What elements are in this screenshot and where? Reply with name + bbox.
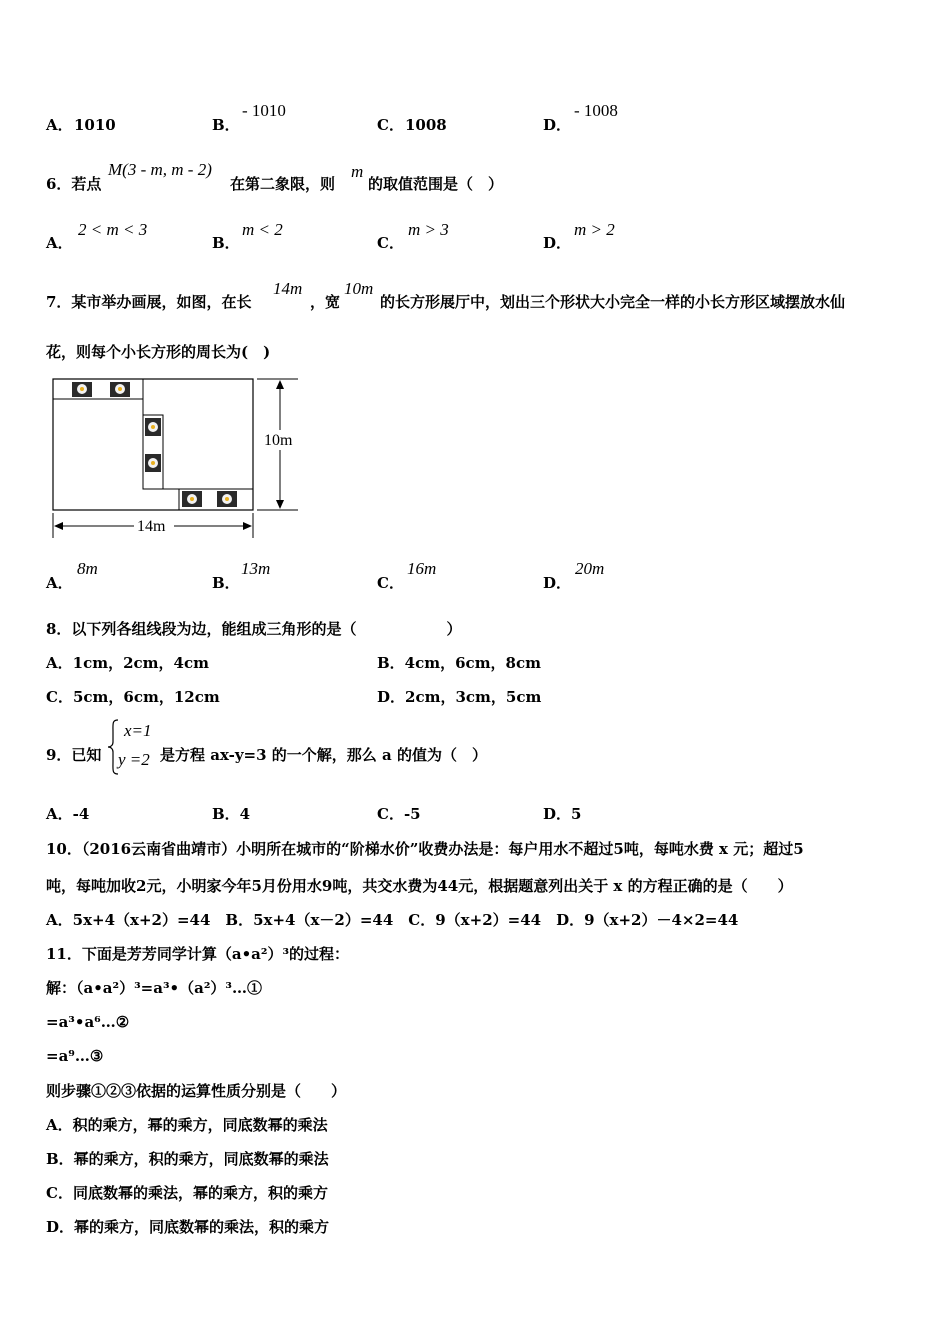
q11-option-a: A．积的乘方，幂的乘方，同底数幂的乘法 [46,1116,328,1134]
q6-variable: m [351,162,364,181]
q6-option-b-label: B． [212,234,240,252]
q11-option-c: C．同底数幂的乘法，幂的乘方，积的乘方 [46,1184,328,1202]
q8-option-d: D．2cm，3cm，5cm [377,688,542,706]
q5-option-c-label: C． [377,116,404,134]
flower-icon [182,491,202,507]
q7-option-b-value: 13m [241,559,271,578]
q5-option-a-value: 1010 [74,116,116,134]
q7-stem-suffix: 的长方形展厅中，划出三个形状大小完全一样的小长方形区域摆放水仙 [380,293,846,311]
q7-stem-mid: ，宽 [310,293,341,311]
q9-equation-2: y =2 [118,750,150,769]
q6-option-c-value: m > 3 [408,220,449,239]
q11-step-2: =a³•a⁶…② [46,1013,130,1031]
q9-stem-prefix: 9．已知 [46,746,102,764]
q11-step-3: =a⁹…③ [46,1047,104,1065]
q6-option-b-value: m < 2 [242,220,283,239]
flower-icon [145,418,161,436]
q9-option-c: C．-5 [377,805,421,823]
q7-option-d-value: 20m [575,559,605,578]
q6-stem-prefix: 6．若点 [46,175,102,193]
q11-stem: 11．下面是芳芳同学计算（a•a²）³的过程： [46,945,350,963]
q6-point-expression: M(3 - m, m - 2) [108,160,212,179]
q7-option-a-label: A． [46,574,73,592]
q11-option-b: B．幂的乘方，积的乘方，同底数幂的乘法 [46,1150,329,1168]
q7-option-c-label: C． [377,574,404,592]
q5-option-d-value: - 1008 [574,101,618,120]
flower-icon [110,382,130,397]
flower-icon [145,454,161,472]
q5-option-b-value: - 1010 [242,101,286,120]
q5-option-d-label: D． [543,116,572,134]
q8-option-b: B．4cm，6cm，8cm [377,654,542,672]
q9-option-d: D．5 [543,805,582,823]
q9-equation-1: x=1 [124,721,152,740]
q8-stem: 8．以下列各组线段为边，能组成三角形的是（ ） [46,620,462,638]
q8-option-c: C．5cm，6cm，12cm [46,688,220,706]
q6-stem-mid: 在第二象限，则 [230,175,336,193]
flower-icon [217,491,237,507]
flower-icon [72,382,92,397]
q7-option-d-label: D． [543,574,572,592]
q6-option-c-label: C． [377,234,404,252]
q6-option-d-label: D． [543,234,572,252]
q7-figure-height-label: 10m [264,432,293,449]
q10-options: A．5x+4（x+2）=44 B．5x+4（x－2）=44 C．9（x+2）=44 D．9（x+2）－4×2=44 [46,911,739,929]
q7-figure [44,372,306,538]
q7-option-b-label: B． [212,574,240,592]
q6-stem-suffix: 的取值范围是（ ） [368,175,504,193]
q7-option-a-value: 8m [77,559,98,578]
q10-stem-line2: 吨，每吨加收2元，小明家今年5月份用水9吨，共交水费为44元，根据题意列出关于 x 的方程正确的是（ ） [46,877,793,895]
q9-stem-suffix: 是方程 ax-y=3 的一个解，那么 a 的值为（ ） [160,746,487,764]
q7-figure-width-label: 14m [137,518,166,535]
q9-option-a: A．-4 [46,805,90,823]
q11-ask: 则步骤①②③依据的运算性质分别是（ ） [46,1082,347,1100]
q10-stem-line1: 10．（2016云南省曲靖市）小明所在城市的“阶梯水价”收费办法是：每户用水不超过5吨，每吨水费 x 元；超过5 [46,840,804,858]
q7-option-c-value: 16m [407,559,437,578]
q7-stem-line2: 花，则每个小长方形的周长为( ) [46,343,271,361]
q11-option-d: D．幂的乘方，同底数幂的乘法，积的乘方 [46,1218,330,1236]
q7-length: 14m [273,279,303,298]
q6-option-a-value: 2 < m < 3 [78,220,148,239]
q7-stem-prefix: 7．某市举办画展，如图，在长 [46,293,252,311]
q7-width: 10m [344,279,374,298]
q9-option-b: B．4 [212,805,251,823]
q8-option-a: A．1cm，2cm，4cm [46,654,209,672]
q6-option-d-value: m > 2 [574,220,615,239]
q5-option-b-label: B． [212,116,240,134]
q5-option-a-label: A． [46,116,73,134]
q5-option-c-value: 1008 [405,116,447,134]
q11-step-1: 解：（a•a²）³=a³•（a²）³…① [46,979,262,997]
q6-option-a-label: A． [46,234,73,252]
